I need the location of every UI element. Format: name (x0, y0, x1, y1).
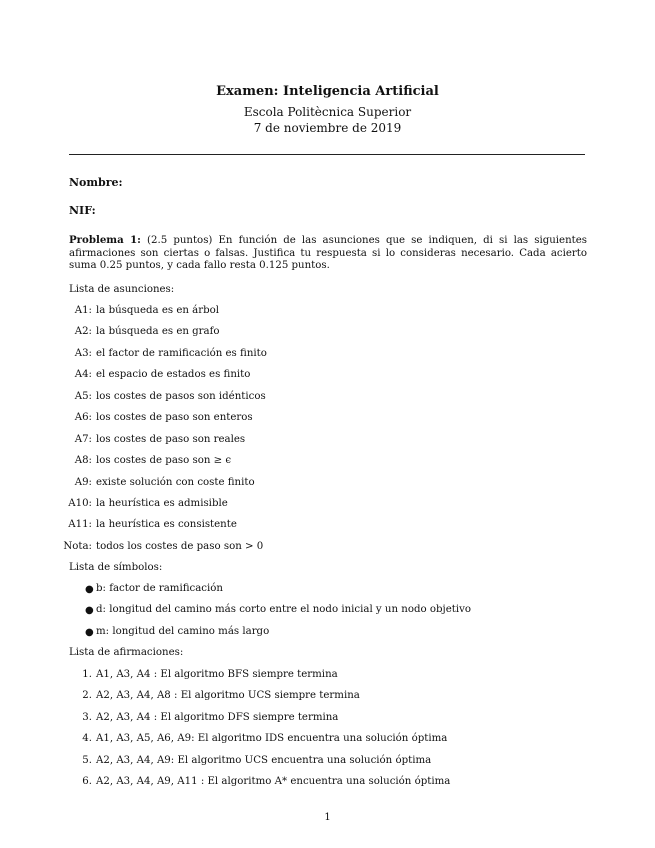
assumption-text: la búsqueda es en árbol (96, 305, 220, 316)
assumption-item (68, 519, 237, 530)
assumption-text: la heurística es admisible (96, 498, 228, 509)
assumption-label: A3: (74, 348, 92, 359)
name-label: Nombre: (69, 176, 123, 189)
assumption-text: los costes de paso son ≥ ϵ (96, 455, 232, 466)
exam-title: Examen: Inteligencia Artificial (216, 84, 439, 99)
assumption-label: Nota: (63, 541, 92, 552)
assumption-item (74, 326, 220, 337)
symbol-item: m: longitud del camino más largo (96, 626, 270, 637)
problem-label: Problema 1: (69, 234, 141, 246)
assumption-label: A10: (68, 498, 92, 509)
header-divider (69, 154, 585, 155)
assumption-text: la heurística es consistente (96, 519, 237, 530)
assumption-item (74, 391, 266, 402)
assumption-text: existe solución con coste finito (96, 477, 255, 488)
statements-heading: Lista de afirmaciones: (69, 647, 184, 658)
assumption-label: A5: (74, 391, 92, 402)
statement-item: A2, A3, A4, A9, A11 : El algoritmo A* encuentra una solución óptima (96, 776, 451, 787)
assumption-text: el factor de ramificación es finito (96, 348, 267, 359)
bullet-icon: ● (85, 627, 94, 638)
statement-number: 3. (82, 712, 92, 723)
statement-item: A2, A3, A4 : El algoritmo DFS siempre termina (96, 712, 339, 723)
assumptions-heading: Lista de asunciones: (69, 284, 175, 295)
statement-number: 4. (82, 733, 92, 744)
assumption-item (74, 434, 246, 445)
assumption-label: A4: (74, 369, 92, 380)
assumption-label: A1: (74, 305, 92, 316)
assumption-text: la búsqueda es en grafo (96, 326, 220, 337)
symbols-heading: Lista de símbolos: (69, 562, 163, 573)
assumption-text: los costes de paso son reales (96, 434, 246, 445)
assumption-label: A8: (74, 455, 92, 466)
assumption-item (74, 455, 232, 466)
bullet-icon: ● (85, 605, 94, 616)
assumption-note (63, 541, 264, 552)
assumption-text: los costes de pasos son idénticos (96, 391, 266, 402)
assumption-item (74, 348, 267, 359)
assumption-label: A7: (74, 434, 92, 445)
statement-number: 1. (82, 669, 92, 680)
assumption-label: A6: (74, 412, 92, 423)
statement-item: A1, A3, A5, A6, A9: El algoritmo IDS encuentra una solución óptima (96, 733, 448, 744)
assumption-item (74, 477, 255, 488)
problem-text: (2.5 puntos) En función de las asunciones que se indiquen, di si las siguientes afirmaciones son ciertas o falsas. Justifica tu respuesta si lo consideras necesario. Cada acierto suma 0.25 puntos, y cada fallo resta 0.125 puntos. (69, 235, 587, 272)
assumption-text: todos los costes de paso son > 0 (96, 541, 264, 552)
assumption-text: el espacio de estados es finito (96, 369, 251, 380)
institution: Escola Politècnica Superior (243, 105, 412, 119)
bullet-icon: ● (85, 584, 94, 595)
assumption-label: A9: (74, 477, 92, 488)
symbol-item: b: factor de ramificación (96, 583, 223, 594)
nif-label: NIF: (69, 204, 96, 217)
statement-number: 2. (82, 690, 92, 701)
assumption-label: A11: (68, 519, 92, 530)
statement-number: 6. (82, 776, 92, 787)
statement-item: A2, A3, A4, A8 : El algoritmo UCS siempre termina (96, 690, 360, 701)
page-number: 1 (324, 812, 331, 823)
symbol-item: d: longitud del camino más corto entre el nodo inicial y un nodo objetivo (96, 604, 471, 615)
statement-number: 5. (82, 755, 92, 766)
assumption-label: A2: (74, 326, 92, 337)
assumption-item (68, 498, 228, 509)
exam-date: 7 de noviembre de 2019 (253, 121, 402, 135)
statement-item: A2, A3, A4, A9: El algoritmo UCS encuentra una solución óptima (96, 755, 432, 766)
assumption-item (74, 369, 251, 380)
assumption-text: los costes de paso son enteros (96, 412, 253, 423)
assumption-item (74, 305, 220, 316)
assumption-item (74, 412, 253, 423)
problem-statement (69, 234, 587, 273)
statement-item: A1, A3, A4 : El algoritmo BFS siempre termina (96, 669, 338, 680)
